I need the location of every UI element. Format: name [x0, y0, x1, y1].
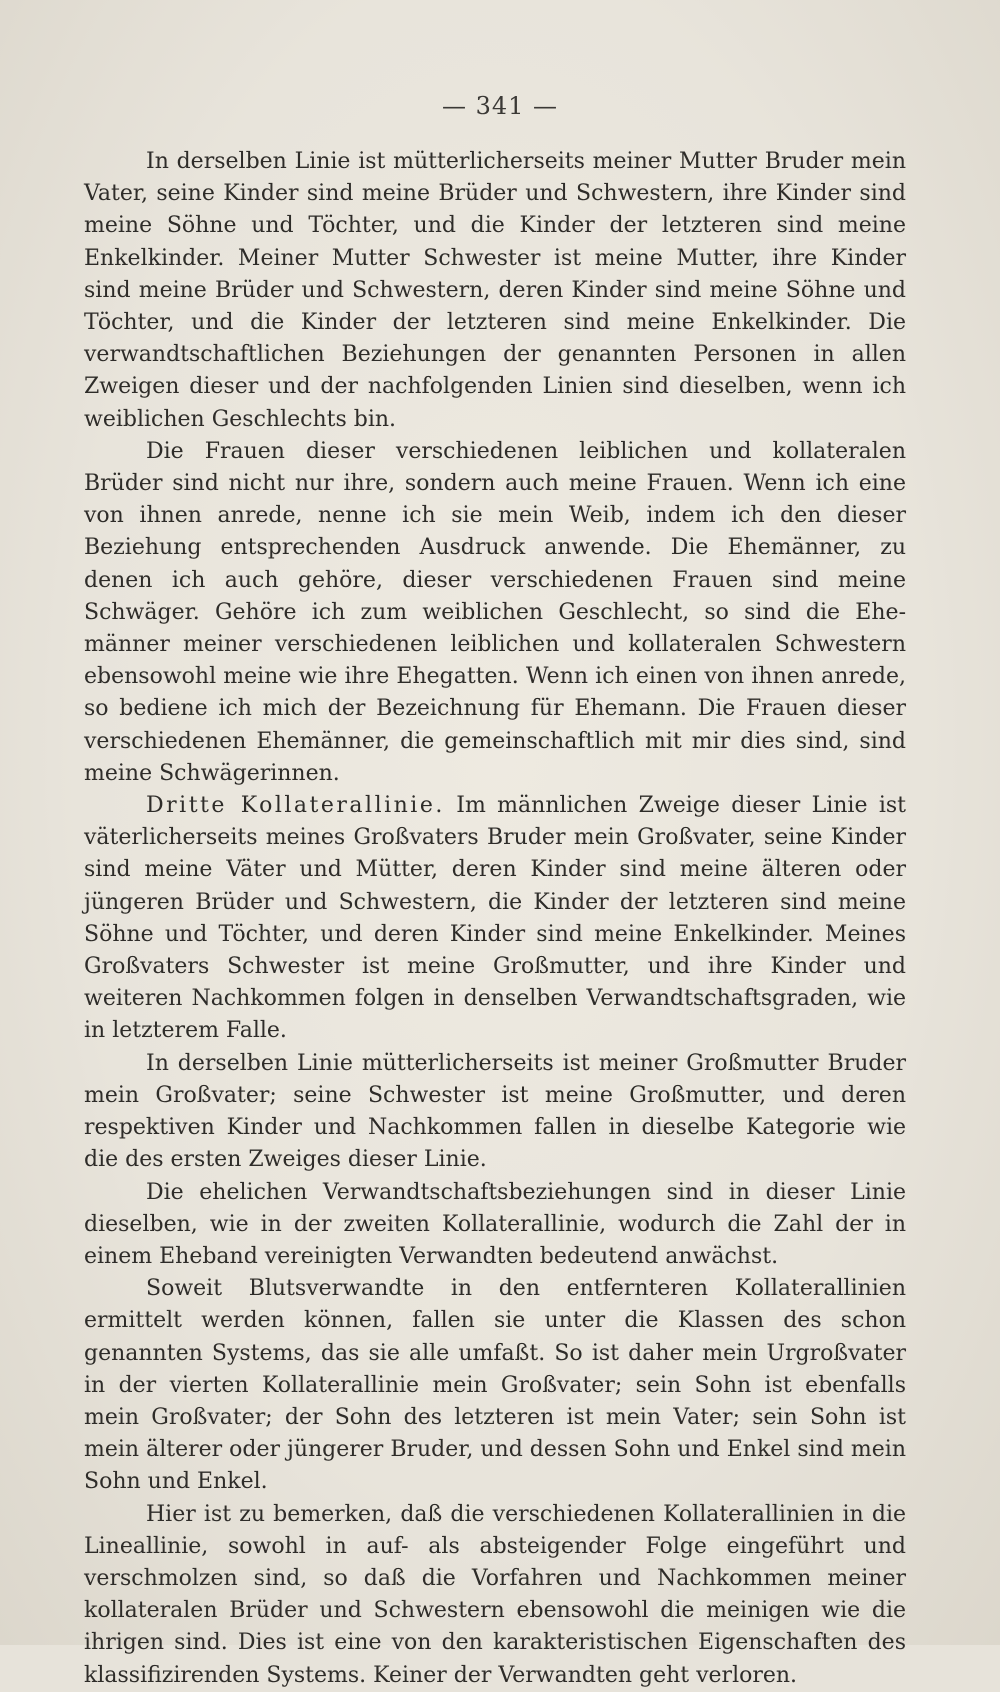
paragraph-2: Die Frauen dieser verschiedenen leiblichen und kollateralen Brüder sind nicht nur ihre, sondern auch meine Frauen. Wenn ich eine von ihnen anrede, nenne ich sie mein Weib, indem ich den dieser Beziehung entsprechenden Ausdruck anwende. Die Ehemänner, zu denen ich auch gehöre, dieser verschiedenen Frauen sind meine Schwäger. Gehöre ich zum weiblichen Geschlecht, so sind die Ehemänner meiner verschiedenen leiblichen und kollateralen Schwestern ebensowohl meine wie ihre Ehegatten. Wenn ich einen von ihnen anrede, so bediene ich mich der Bezeichnung für Ehemann. Die Frauen dieser verschiedenen Ehemänner, die gemeinschaftlich mit mir dies sind, sind meine Schwägerinnen. [84, 438, 906, 786]
body-text [84, 146, 906, 1692]
paragraph-3-text: Im männlichen Zweige dieser Linie ist väterlicherseits meines Großvaters Bruder mein Großvater, seine Kinder sind meine Väter und Mütter, deren Kinder sind meine älteren oder jüngeren Brüder und Schwestern, die Kinder der letzteren sind meine Söhne und Töchter, und deren Kinder sind meine Enkelkinder. Meines Großvaters Schwester ist meine Großmutter, und ihre Kinder und weiteren Nachkommen folgen in denselben Verwandtschaftsgraden, wie in letzterem Falle. [84, 793, 906, 1044]
paragraph-1: In derselben Linie ist mütterlicherseits meiner Mutter Bruder mein Vater, seine Kinder sind meine Brüder und Schwestern, ihre Kinder sind meine Söhne und Töchter, und die Kinder der letzteren sind meine Enkelkinder. Meiner Mutter Schwester ist meine Mutter, ihre Kinder sind meine Brüder und Schwestern, deren Kinder sind meine Söhne und Töchter, und die Kinder der letzteren sind meine Enkelkinder. Die verwandtschaftlichen Beziehungen der genannten Personen in allen Zweigen dieser und der nachfolgenden Linien sind dieselben, wenn ich weiblichen Geschlechts bin. [84, 149, 906, 432]
section-heading: Dritte Kollaterallinie. [146, 793, 445, 819]
paragraph-3 [84, 790, 906, 1048]
paragraph-4: In derselben Linie mütterlicherseits ist meiner Großmutter Bruder mein Großvater; seine Schwester ist meine Großmutter, und deren respektiven Kinder und Nachkommen fallen in dieselbe Kategorie wie die des ersten Zweiges dieser Linie. [84, 1050, 906, 1173]
paragraph-5: Die ehelichen Verwandtschaftsbeziehungen sind in dieser Linie dieselben, wie in der zweiten Kollaterallinie, wodurch die Zahl der in einem Eheband vereinigten Verwandten bedeutend anwächst. [84, 1179, 906, 1269]
page-number: — 341 — [441, 92, 559, 120]
paragraph-6: Soweit Blutsverwandte in den entfernteren Kollaterallinien ermittelt werden können, fallen sie unter die Klassen des schon genannten Systems, das sie alle umfaßt. So ist daher mein Urgroßvater in der vierten Kollaterallinie mein Großvater; sein Sohn ist ebenfalls mein Großvater; der Sohn des letzteren ist mein Vater; sein Sohn ist mein älterer oder jüngerer Bruder, und dessen Sohn und Enkel sind mein Sohn und Enkel. [84, 1276, 906, 1495]
paragraph-7: Hier ist zu bemerken, daß die verschiedenen Kollaterallinien in die Lineallinie, sowohl in auf- als absteigender Folge eingeführt und verschmolzen sind, so daß die Vorfahren und Nachkommen meiner kollateralen Brüder und Schwestern ebensowohl die meinigen wie die ihrigen sind. Dies ist eine von den karakteristischen Eigenschaften des klassifizirenden Systems. Keiner der Verwandten geht verloren. [84, 1501, 906, 1688]
